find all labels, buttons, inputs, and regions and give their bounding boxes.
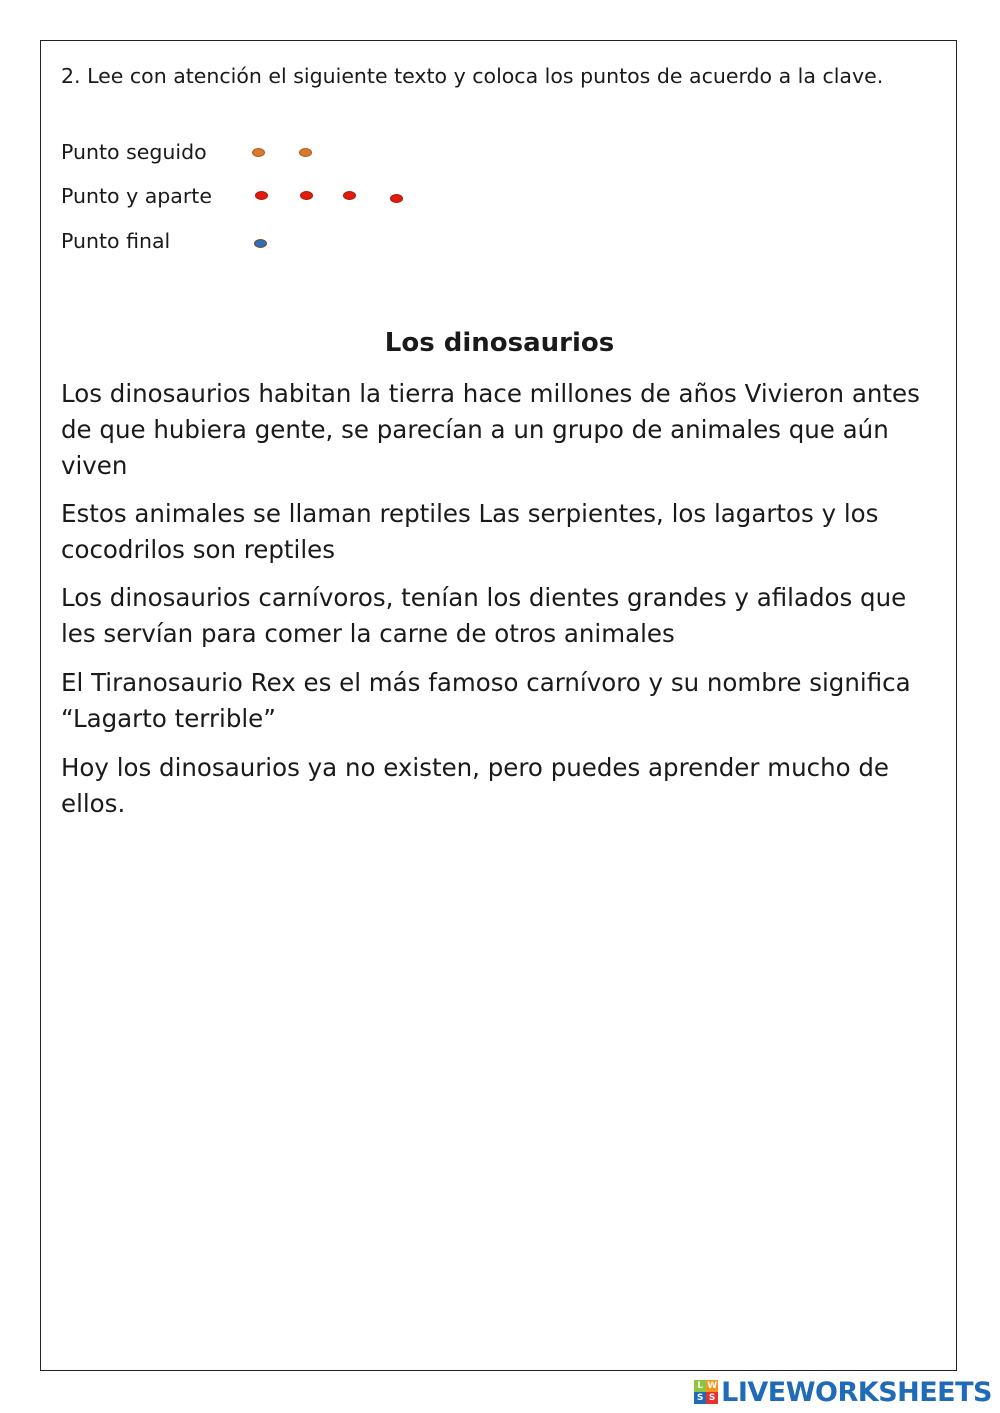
text-title: Los dinosaurios (384, 328, 615, 358)
key-row-punto-y-aparte (61, 181, 661, 211)
orange-dot-icon (252, 148, 265, 157)
logo-letter: S (694, 1392, 706, 1404)
red-dot-icon (300, 191, 313, 200)
logo-letter: S (706, 1392, 718, 1404)
red-dot-icon (255, 191, 268, 200)
orange-dot-icon (299, 148, 312, 157)
key-label: Punto seguido (61, 140, 207, 164)
liveworksheets-brand (694, 1375, 992, 1409)
key-row-punto-seguido (61, 137, 661, 167)
blue-dot-icon (254, 239, 267, 248)
paragraph-2: Estos animales se llaman reptiles Las serpientes, los lagartos y los cocodrilos son reptiles (61, 499, 879, 564)
key-label: Punto y aparte (61, 184, 212, 208)
paragraph-4: El Tiranosaurio Rex es el más famoso carnívoro y su nombre significa “Lagarto terrible” (61, 668, 911, 733)
key-label: Punto final (61, 229, 171, 253)
paragraph-1: Los dinosaurios habitan la tierra hace millones de años Vivieron antes de que hubiera gente, se parecían a un grupo de animales que aún viven (61, 379, 920, 480)
paragraph-5: Hoy los dinosaurios ya no existen, pero puedes aprender mucho de ellos. (61, 753, 889, 818)
logo-letter: L (694, 1380, 706, 1392)
key-row-punto-final (61, 226, 661, 256)
logo-letter: W (707, 1381, 718, 1391)
brand-name: LIVEWORKSHEETS (721, 1376, 992, 1408)
red-dot-icon (343, 191, 356, 200)
paragraph-3: Los dinosaurios carnívoros, tenían los dientes grandes y afilados que les servían para comer la carne de otros animales (61, 583, 907, 648)
red-dot-icon (390, 194, 403, 203)
worksheet-frame (40, 40, 957, 1371)
liveworksheets-logo-icon (694, 1380, 718, 1404)
instruction-text: 2. Lee con atención el siguiente texto y coloca los puntos de acuerdo a la clave. (61, 64, 884, 88)
